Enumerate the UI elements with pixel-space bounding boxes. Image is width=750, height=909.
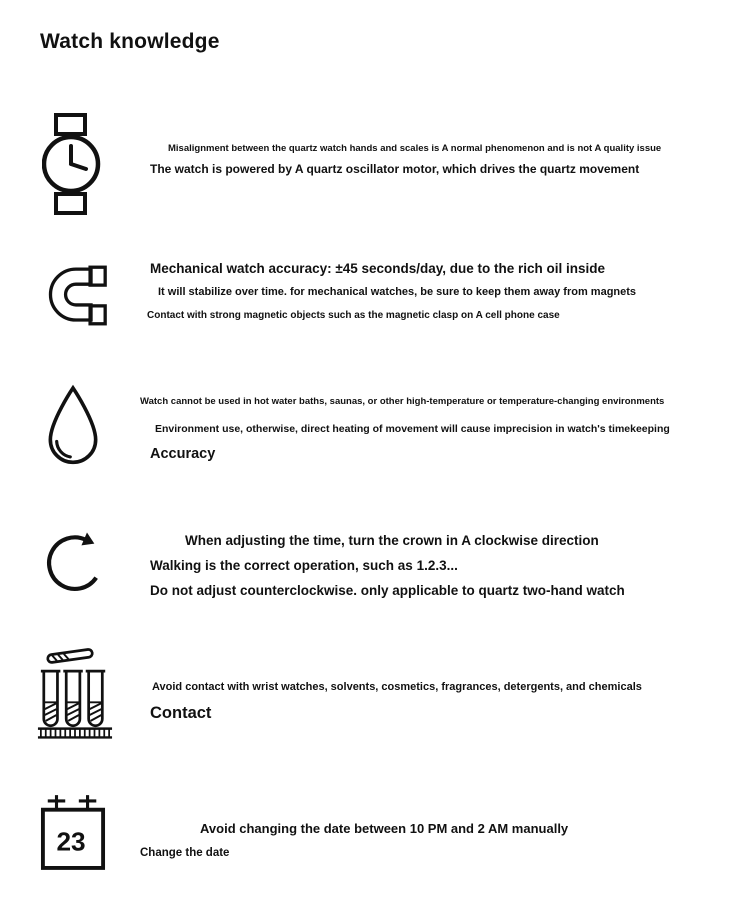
info-line: Misalignment between the quartz watch hands and scales is A normal phenomenon and is not A quality issue [168,143,662,154]
info-line: Change the date [140,846,230,859]
section-heading: Contact [150,703,212,722]
section-temperature [0,382,750,502]
section-magnetism [0,255,750,375]
info-line: Contact with strong magnetic objects such as the magnetic clasp on A cell phone case [147,310,560,322]
info-line: Watch cannot be used in hot water baths, saunas, or other high-temperature or temperature-changing environments [140,396,665,407]
clockwise-arrow-icon [40,526,110,603]
test-tubes-icon [36,647,114,748]
section-heading: Accuracy [150,445,216,462]
info-line: It will stabilize over time. for mechanical watches, be sure to keep them away from magnets [158,286,637,299]
page-title: Watch knowledge [40,30,220,53]
info-line: Do not adjust counterclockwise. only applicable to quartz two-hand watch [150,583,625,599]
wristwatch-icon [42,112,102,221]
info-line: Mechanical watch accuracy: ±45 seconds/day, due to the rich oil inside [150,261,606,276]
water-drop-icon [44,384,102,475]
info-line: Avoid contact with wrist watches, solvents, cosmetics, fragrances, detergents, and chemicals [152,681,642,693]
calendar-day: 23 [56,826,86,857]
info-line: Avoid changing the date between 10 PM and 2 AM manually [200,821,569,836]
info-line: Environment use, otherwise, direct heating of movement will cause imprecision in watch's timekeeping [155,422,670,435]
info-line: The watch is powered by A quartz oscillator motor, which drives the quartz movement [150,161,640,176]
section-quartz-movement [0,110,750,240]
section-chemicals [0,645,750,755]
section-time-adjustment [0,522,750,622]
calendar-icon [40,794,106,877]
magnet-icon [42,265,108,331]
info-line: Walking is the correct operation, such as 1.2.3... [150,558,458,574]
info-line: When adjusting the time, turn the crown in A clockwise direction [185,533,599,548]
section-date-change [0,792,750,887]
